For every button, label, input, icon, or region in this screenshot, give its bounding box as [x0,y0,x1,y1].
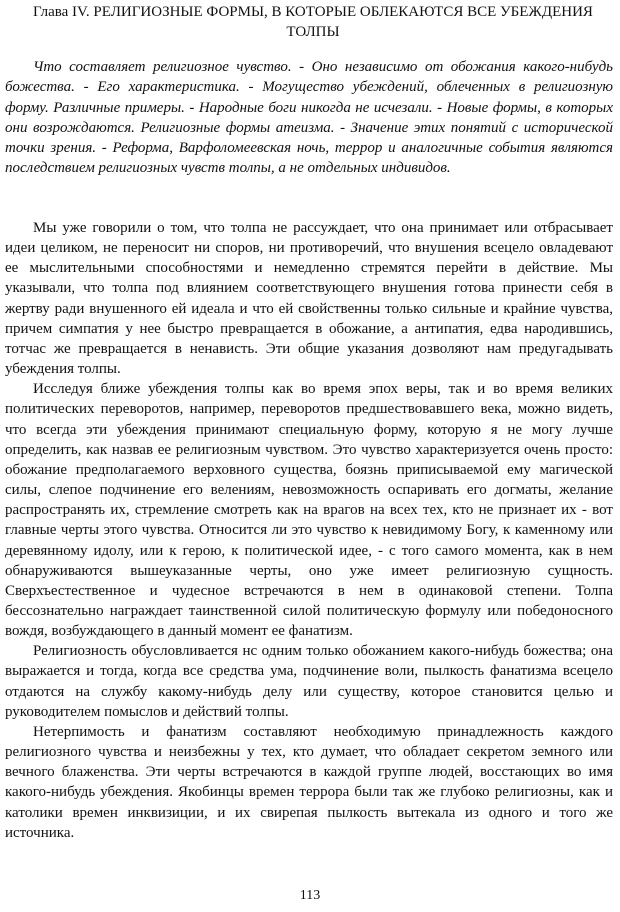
paragraph: Нетерпимость и фанатизм составляют необходимую принадлежность каждого религиозного чувства и неизбежны у тех, кто думает, что обладает секретом земного или вечного блаженства. Эти черты встречаются в каждой группе людей, восстающих во имя какого-нибудь убеждения. Якобинцы времен террора были так же глубоко религиозны, как и католики времен инквизиции, и их свирепая пылкость вытекала из одного и того же источника. [5,723,613,841]
chapter-summary: Что составляет религиозное чувство. - Оно независимо от обожания какого-нибудь божества. - Его характеристика. - Могущество убеждений, облеченных в религиозную форму. Различные примеры. - Народные боги никогда не исчезали. - Новые формы, в которых они возрождаются. Религиозные формы атеизма. - Значение этих понятий с исторической точки зрения. - Реформа, Варфоломеевская ночь, террор и аналогичные события являются последствием религиозных чувств толпы, а не отдельных индивидов. [5,59,613,177]
body-text [5,218,613,843]
paragraph: Исследуя ближе убеждения толпы как во время эпох веры, так и во время великих политических переворотов, например, переворотов предшествовавшего века, можно видеть, что всегда эти убеждения принимают специальную форму, которую я не могу лучше определить, как назвав ее религиозным чувством. Это чувство характеризуется очень просто: обожание предполагаемого верховного существа, боязнь приписываемой ему магической силы, слепое подчинение его велениям, невозможность оспаривать его догматы, желание распространять их, стремление смотреть как на врагов на всех тех, кто не признает их - вот главные черты этого чувства. Относится ли это чувство к невидимому Богу, к каменному или деревянному идолу, или к герою, к политической идее, - с того самого момента, как в нем обнаруживаются вышеуказанные черты, оно уже имеет религиозную сущность. Сверхъестественное и чудесное встречаются в нем в одинаковой степени. Толпа бессознательно награждает таинственной силой политическую формулу или победоносного вождя, возбуждающего в данный момент ее фанатизм. [5,381,613,640]
chapter-title: Глава IV. РЕЛИГИОЗНЫЕ ФОРМЫ, В КОТОРЫЕ ОБЛЕКАЮТСЯ ВСЕ УБЕЖДЕНИЯ ТОЛПЫ [33,4,593,40]
paragraph: Религиозность обусловливается нс одним только обожанием какого-нибудь божества; она выражается и тогда, когда все средства ума, подчинение воли, пылкость фанатизма всецело отдаются на службу какому-нибудь делу или существу, которое становится целью и руководителем помыслов и действий толпы. [5,643,613,720]
paragraph: Мы уже говорили о том, что толпа не рассуждает, что она принимает или отбрасывает идеи целиком, не переносит ни споров, ни противоречий, что внушения всецело овладевают ее мыслительными способностями и немедленно стремятся перейти в действие. Мы указывали, что толпа под влиянием соответствующего внушения готова принести себя в жертву ради внушенного ей идеала и что ей свойственны только сильные и крайние чувства, причем симпатия у нее быстро превращается в обожание, а антипатия, едва народившись, тотчас же превращается в ненависть. Эти общие указания дозволяют нам предугадывать убеждения толпы. [5,220,613,378]
page-number: 113 [299,888,321,903]
